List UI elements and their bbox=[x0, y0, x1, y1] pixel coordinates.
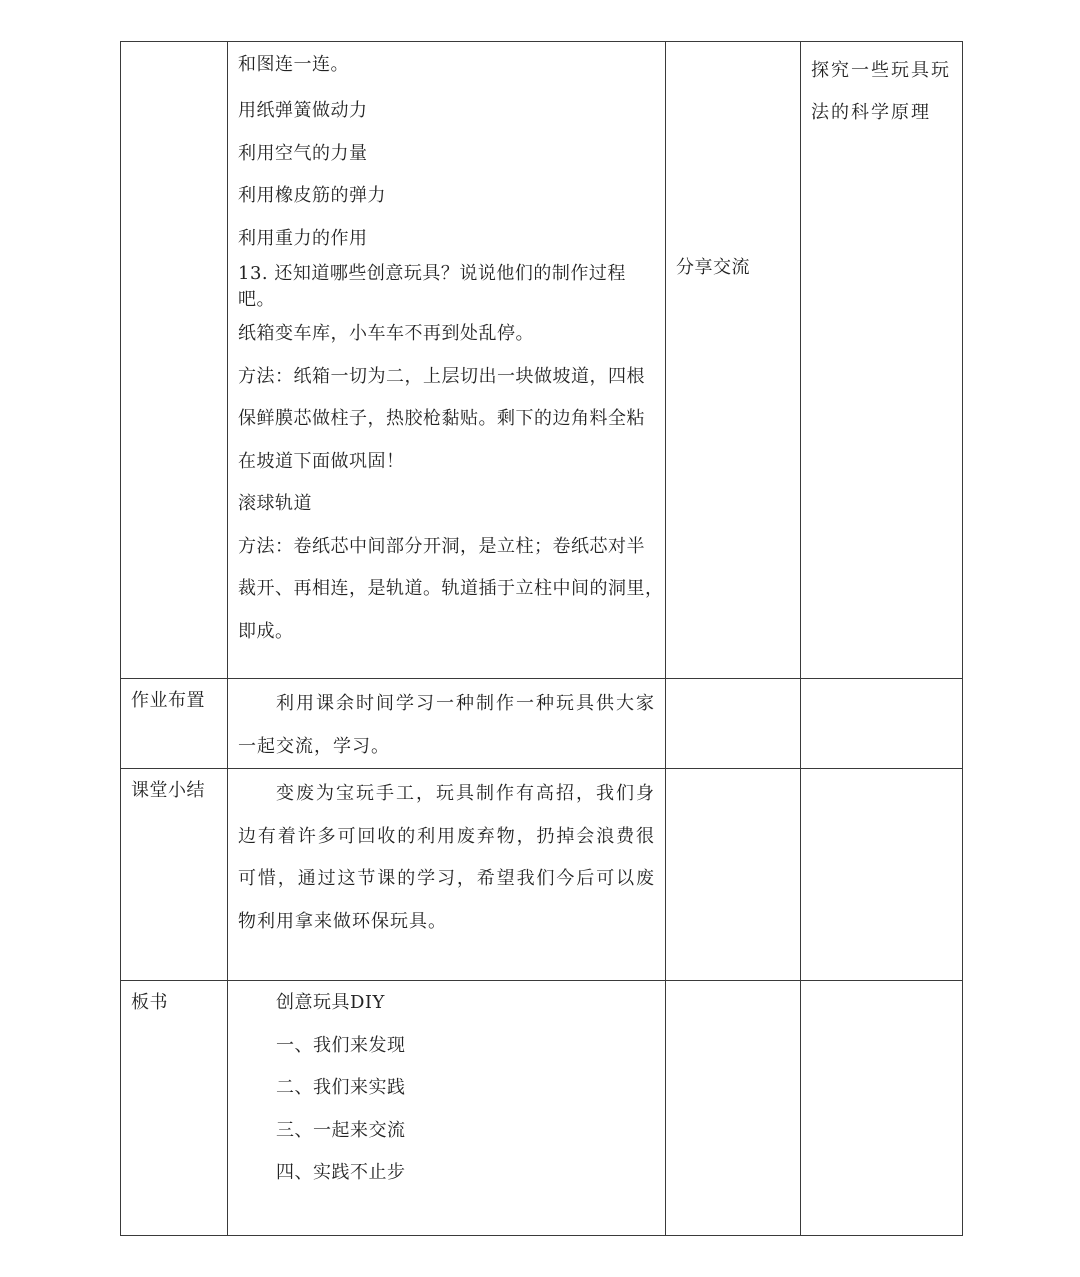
garage-title: 纸箱变车库，小车车不再到处乱停。 bbox=[238, 323, 534, 344]
summary-label: 课堂小结 bbox=[131, 780, 205, 801]
homework-content-cell bbox=[228, 679, 666, 769]
garage-method-line: 保鲜膜芯做柱子，热胶枪黏贴。剩下的边角料全粘 bbox=[238, 408, 645, 429]
table-row-summary bbox=[121, 769, 963, 981]
track-method-line: 方法：卷纸芯中间部分开洞，是立柱；卷纸芯对半 bbox=[238, 535, 645, 557]
board-line: 二、我们来实践 bbox=[276, 1077, 406, 1098]
summary-content-cell bbox=[228, 769, 666, 981]
board-label-cell bbox=[121, 981, 228, 1236]
garage-method-line: 在坡道下面做巩固！ bbox=[238, 450, 405, 472]
student-activity-text: 分享交流 bbox=[676, 257, 750, 278]
table-row-process bbox=[121, 42, 963, 679]
row-label-cell-empty bbox=[121, 42, 228, 679]
content-line: 用纸弹簧做动力 bbox=[238, 100, 368, 121]
content-line: 利用橡皮筋的弹力 bbox=[238, 185, 386, 206]
summary-empty-cell bbox=[666, 769, 801, 981]
teaching-content-cell bbox=[228, 42, 666, 679]
student-activity-cell bbox=[666, 42, 801, 679]
board-line: 创意玩具DIY bbox=[276, 992, 385, 1013]
summary-empty-cell bbox=[801, 769, 963, 981]
board-line: 三、一起来交流 bbox=[276, 1119, 406, 1141]
board-line: 四、实践不止步 bbox=[276, 1162, 406, 1183]
homework-empty-cell bbox=[801, 679, 963, 769]
content-line: 利用空气的力量 bbox=[238, 142, 368, 164]
board-empty-cell bbox=[666, 981, 801, 1236]
lesson-plan-table bbox=[120, 41, 963, 1236]
design-intent-text: 探究一些玩具玩法的科学原理 bbox=[811, 60, 951, 123]
homework-label-cell bbox=[121, 679, 228, 769]
board-label: 板书 bbox=[131, 992, 168, 1013]
board-line: 一、我们来发现 bbox=[276, 1034, 406, 1056]
track-method-line: 裁开、再相连，是轨道。轨道插于立柱中间的洞里， bbox=[238, 578, 664, 599]
board-content-cell bbox=[228, 981, 666, 1236]
table-row-board bbox=[121, 981, 963, 1236]
summary-text: 变废为宝玩手工，玩具制作有高招，我们身边有着许多可回收的利用废弃物，扔掉会浪费很可惜，通过这节课的学习，希望我们今后可以废物利用拿来做环保玩具。 bbox=[238, 783, 655, 932]
question-13-line: 吧。 bbox=[238, 289, 275, 310]
design-intent-cell bbox=[801, 42, 963, 679]
content-line: 利用重力的作用 bbox=[238, 227, 368, 249]
summary-label-cell bbox=[121, 769, 228, 981]
track-method-line: 即成。 bbox=[238, 620, 294, 642]
content-line: 和图连一连。 bbox=[238, 54, 349, 75]
homework-text: 利用课余时间学习一种制作一种玩具供大家一起交流，学习。 bbox=[238, 693, 655, 757]
table-row-homework bbox=[121, 679, 963, 769]
board-empty-cell bbox=[801, 981, 963, 1236]
track-title: 滚球轨道 bbox=[238, 493, 312, 514]
homework-label: 作业布置 bbox=[131, 690, 205, 711]
garage-method-line: 方法：纸箱一切为二，上层切出一块做坡道，四根 bbox=[238, 365, 645, 387]
homework-empty-cell bbox=[666, 679, 801, 769]
question-13-line: 13. 还知道哪些创意玩具？说说他们的制作过程 bbox=[238, 263, 626, 284]
